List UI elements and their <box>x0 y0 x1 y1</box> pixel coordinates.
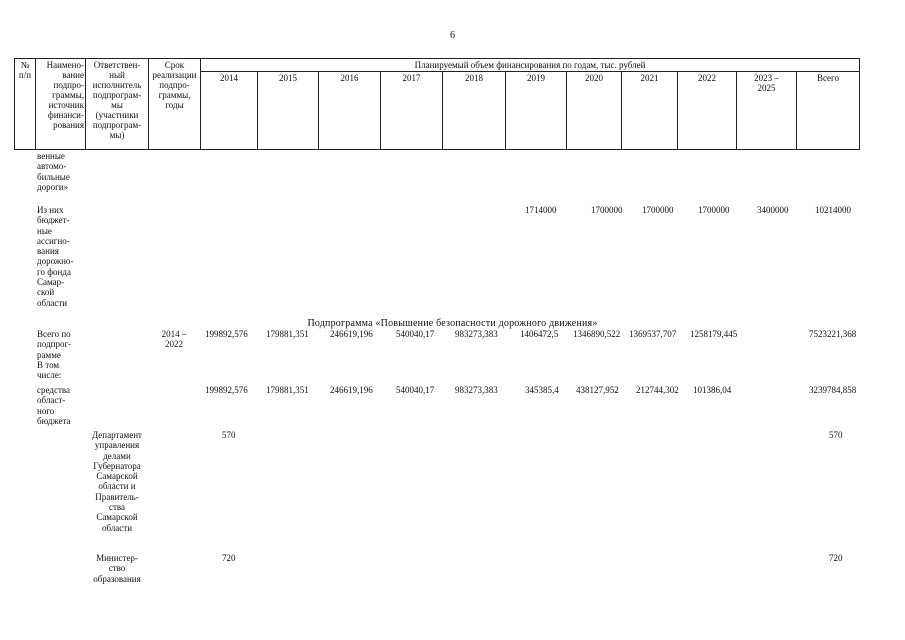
cell-value: 1700000 <box>698 205 730 215</box>
cell-value: 1369537,707 <box>629 329 677 339</box>
header-year: 2019 <box>506 72 567 150</box>
header-total: Всего <box>797 72 860 150</box>
header-name: Наимено- вание подпро- граммы, источник финанси- рования <box>36 59 86 150</box>
cell-value: 720 <box>222 553 236 563</box>
header-planned: Планируемый объем финансирования по годам, тыс. рублей <box>201 59 860 72</box>
row-name-road-fund: Из них бюджет- ные ассигно- вания дорожно- го фонда Самар- ской области <box>37 205 74 308</box>
row-name-continuation: венные автомо- бильные дороги» <box>37 151 70 192</box>
cell-value: 983273,383 <box>455 329 498 339</box>
header-year: 2020 <box>567 72 622 150</box>
cell-value: 1406472,5 <box>520 329 559 339</box>
cell-value: 1346890,522 <box>573 329 621 339</box>
cell-value: 1714000 <box>525 205 557 215</box>
subprogram-title: Подпрограмма «Повышение безопасности дорожного движения» <box>307 318 598 329</box>
cell-value: 101386,04 <box>693 385 732 395</box>
row-participant-department: Департамент управления делами Губернатора Самарской области и Правитель- ства Самарской области <box>92 430 142 533</box>
cell-value: 10214000 <box>815 205 851 215</box>
cell-value: 212744,302 <box>636 385 679 395</box>
cell-value: 570 <box>829 430 843 440</box>
cell-value: 540040,17 <box>396 385 435 395</box>
cell-value: 1700000 <box>642 205 674 215</box>
page-number: 6 <box>450 30 455 41</box>
cell-value: 345385,4 <box>525 385 559 395</box>
row-term-total: 2014 – 2022 <box>161 329 187 350</box>
table-header <box>14 58 860 150</box>
row-name-regional: средства област- ного бюджета <box>37 385 71 426</box>
cell-value: 540040,17 <box>396 329 435 339</box>
cell-value: 1700000 <box>591 205 623 215</box>
header-year: 2021 <box>622 72 678 150</box>
header-year: 2022 <box>678 72 737 150</box>
header-year: 2015 <box>258 72 319 150</box>
cell-value: 438127,952 <box>576 385 619 395</box>
row-participant-ministry: Министер- ство образования <box>93 553 141 584</box>
header-year: 2014 <box>201 72 258 150</box>
cell-value: 3239784,858 <box>809 385 857 395</box>
cell-value: 246619,196 <box>330 385 373 395</box>
cell-value: 179881,351 <box>266 385 309 395</box>
cell-value: 570 <box>222 430 236 440</box>
header-year: 2023 – 2025 <box>737 72 797 150</box>
header-year: 2017 <box>381 72 443 150</box>
header-responsible: Ответствен- ный исполнитель подпрограм- мы (участники подпрограм- мы) <box>86 59 149 150</box>
row-name-total: Всего по подпрог- рамме В том числе: <box>37 329 72 381</box>
header-year: 2018 <box>443 72 506 150</box>
cell-value: 983273,383 <box>455 385 498 395</box>
header-no: № п/п <box>15 59 36 150</box>
cell-value: 720 <box>829 553 843 563</box>
header-term: Срок реализации подпро- граммы, годы <box>149 59 201 150</box>
cell-value: 199892,576 <box>205 385 248 395</box>
cell-value: 246619,196 <box>330 329 373 339</box>
cell-value: 1258179,445 <box>690 329 738 339</box>
header-year: 2016 <box>319 72 381 150</box>
cell-value: 179881,351 <box>266 329 309 339</box>
cell-value: 7523221,368 <box>809 329 857 339</box>
cell-value: 199892,576 <box>205 329 248 339</box>
cell-value: 3400000 <box>757 205 789 215</box>
